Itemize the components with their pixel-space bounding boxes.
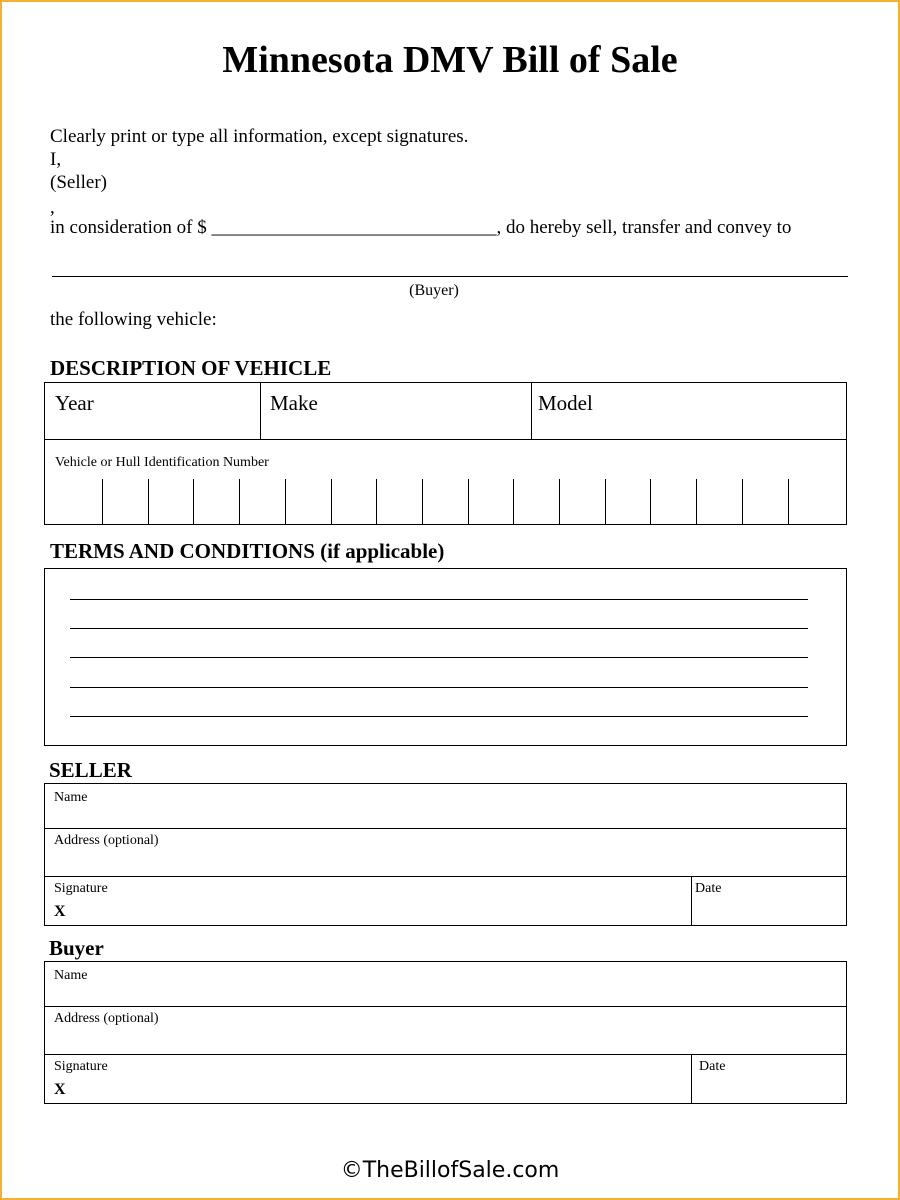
page-title: Minnesota DMV Bill of Sale	[222, 39, 678, 81]
vin-char-box[interactable]	[696, 479, 742, 525]
vin-char-box[interactable]	[331, 479, 377, 525]
footer-copyright: ©TheBillofSale.com	[340, 1158, 560, 1183]
buyer-section-heading: Buyer	[49, 936, 104, 960]
seller-info-table	[44, 783, 847, 926]
make-label: Make	[270, 391, 318, 415]
buyer-address-label: Address (optional)	[54, 1011, 159, 1026]
vin-char-box[interactable]	[650, 479, 696, 525]
buyer-caption: (Buyer)	[409, 282, 459, 299]
seller-date-label: Date	[695, 881, 722, 896]
vin-char-box[interactable]	[102, 479, 148, 525]
terms-line[interactable]	[70, 687, 808, 688]
vin-char-box[interactable]	[513, 479, 559, 525]
terms-section-heading: TERMS AND CONDITIONS (if applicable)	[50, 539, 445, 563]
year-label: Year	[55, 391, 94, 415]
consideration-text: in consideration of $ ______________________________, do hereby sell, transfer and convey to	[50, 217, 792, 238]
seller-caption: (Seller)	[50, 172, 107, 193]
seller-intro-label: I,	[50, 149, 62, 170]
vin-char-box[interactable]	[788, 479, 847, 525]
buyer-signature-label: Signature	[54, 1059, 108, 1074]
seller-section-heading: SELLER	[49, 758, 132, 782]
vin-char-box[interactable]	[605, 479, 651, 525]
vin-char-box[interactable]	[239, 479, 285, 525]
instruction-text: Clearly print or type all information, except signatures.	[50, 126, 469, 147]
seller-address-label: Address (optional)	[54, 833, 159, 848]
buyer-name-label: Name	[54, 968, 88, 983]
seller-date-field[interactable]	[692, 877, 846, 925]
terms-line[interactable]	[70, 628, 808, 629]
seller-name-field[interactable]	[45, 784, 846, 829]
vin-char-box[interactable]	[422, 479, 468, 525]
make-field[interactable]	[261, 383, 532, 440]
buyer-signature-mark: X	[54, 1081, 66, 1098]
buyer-date-field[interactable]	[692, 1055, 846, 1103]
vin-char-box[interactable]	[468, 479, 514, 525]
vin-char-box[interactable]	[742, 479, 788, 525]
buyer-signature-field[interactable]	[45, 1055, 692, 1103]
terms-box[interactable]	[44, 568, 847, 746]
vehicle-section-heading: DESCRIPTION OF VEHICLE	[50, 356, 332, 380]
seller-address-field[interactable]	[45, 829, 846, 877]
buyer-address-field[interactable]	[45, 1007, 846, 1055]
vin-char-box[interactable]	[148, 479, 194, 525]
seller-signature-mark: X	[54, 903, 66, 920]
buyer-name-field[interactable]	[45, 962, 846, 1007]
model-field[interactable]	[532, 383, 846, 440]
terms-line[interactable]	[70, 657, 808, 658]
seller-signature-field[interactable]	[45, 877, 692, 925]
seller-comma: ,	[50, 197, 55, 218]
vin-char-box[interactable]	[285, 479, 331, 525]
vin-char-box[interactable]	[559, 479, 605, 525]
vin-char-box[interactable]	[376, 479, 422, 525]
seller-name-label: Name	[54, 790, 88, 805]
seller-signature-label: Signature	[54, 881, 108, 896]
buyer-name-line[interactable]	[52, 276, 848, 277]
vin-char-box[interactable]	[45, 479, 102, 525]
buyer-date-label: Date	[699, 1059, 726, 1074]
vehicle-description-table	[44, 382, 847, 525]
year-field[interactable]	[45, 383, 261, 440]
vin-label: Vehicle or Hull Identification Number	[55, 455, 269, 470]
buyer-info-table	[44, 961, 847, 1104]
terms-line[interactable]	[70, 716, 808, 717]
following-vehicle-text: the following vehicle:	[50, 309, 217, 330]
vin-char-box[interactable]	[193, 479, 239, 525]
terms-line[interactable]	[70, 599, 808, 600]
model-label: Model	[538, 391, 593, 415]
